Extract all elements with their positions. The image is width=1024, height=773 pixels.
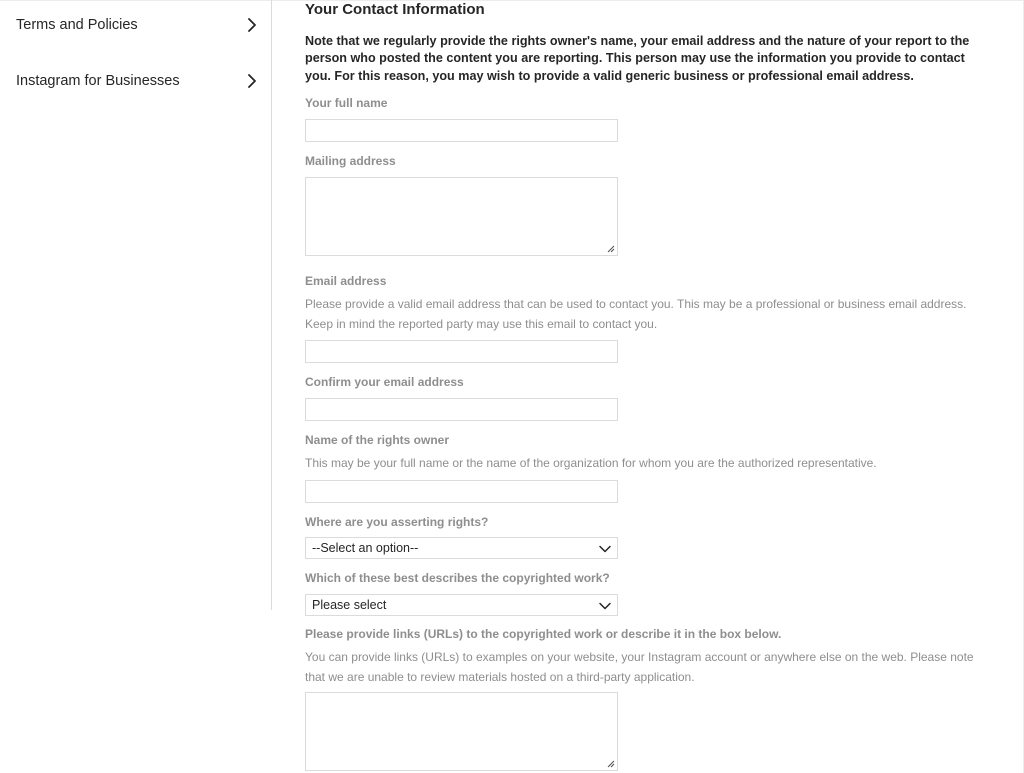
section-title: Your Contact Information bbox=[305, 1, 485, 18]
sidebar-item-terms-and-policies[interactable] bbox=[16, 13, 262, 37]
links-textarea[interactable] bbox=[305, 692, 618, 771]
sidebar-item-label: Terms and Policies bbox=[16, 17, 138, 33]
chevron-down-icon bbox=[598, 542, 612, 556]
links-help-text: You can provide links (URLs) to examples on your website, your Instagram account or anywhere else on the web. Please note that we are unable to review materials hosted on a third-party application. bbox=[305, 650, 974, 684]
rights-owner-label: Name of the rights owner bbox=[305, 433, 450, 447]
full-name-label: Your full name bbox=[305, 96, 388, 110]
chevron-right-icon bbox=[242, 15, 262, 35]
email-label: Email address bbox=[305, 274, 387, 288]
help-sidebar bbox=[0, 0, 272, 610]
asserting-rights-select[interactable] bbox=[305, 537, 618, 559]
mailing-address-textarea[interactable] bbox=[305, 177, 618, 256]
asserting-rights-selected-value: --Select an option-- bbox=[312, 541, 419, 555]
resize-grip-icon[interactable] bbox=[605, 243, 615, 253]
rights-owner-input[interactable] bbox=[305, 480, 618, 503]
confirm-email-label: Confirm your email address bbox=[305, 375, 464, 389]
copyrighted-work-select[interactable] bbox=[305, 594, 618, 616]
sidebar-item-label: Instagram for Businesses bbox=[16, 73, 180, 89]
links-label: Please provide links (URLs) to the copyrighted work or describe it in the box below. bbox=[305, 627, 782, 641]
chevron-right-icon bbox=[242, 71, 262, 91]
asserting-rights-label: Where are you asserting rights? bbox=[305, 515, 489, 529]
privacy-note: Note that we regularly provide the rights owner's name, your email address and the nature of your report to the person who posted the content you are reporting. This person may use the information you provide to contact you. For this reason, you may wish to provide a valid generic business or professional email address. bbox=[305, 34, 970, 83]
copyrighted-work-selected-value: Please select bbox=[312, 598, 387, 612]
rights-owner-help-text: This may be your full name or the name of the organization for whom you are the authorized representative. bbox=[305, 456, 877, 470]
mailing-address-label: Mailing address bbox=[305, 154, 396, 168]
confirm-email-input[interactable] bbox=[305, 398, 618, 421]
copyrighted-work-label: Which of these best describes the copyrighted work? bbox=[305, 571, 610, 585]
email-help-text: Please provide a valid email address that can be used to contact you. This may be a professional or business email address. Keep in mind the reported party may use this email to contact you. bbox=[305, 297, 967, 331]
resize-grip-icon[interactable] bbox=[605, 758, 615, 768]
email-input[interactable] bbox=[305, 340, 618, 363]
chevron-down-icon bbox=[598, 599, 612, 613]
full-name-input[interactable] bbox=[305, 119, 618, 142]
sidebar-item-instagram-for-businesses[interactable] bbox=[16, 69, 262, 93]
